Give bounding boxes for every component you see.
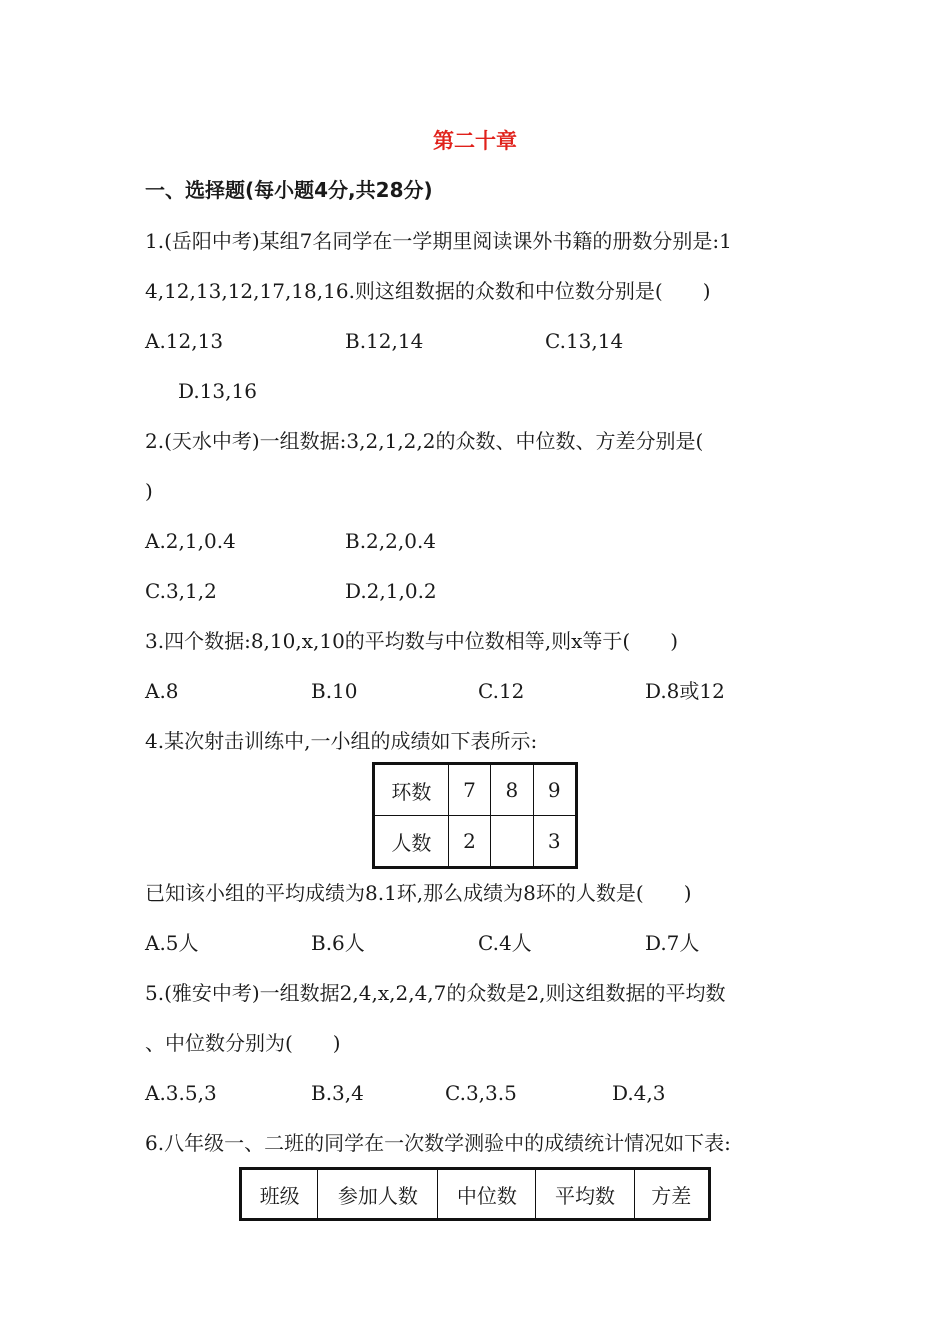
question-5-text-line2: 、中位数分别为( ) <box>145 1031 341 1055</box>
question-1-option-c: C.13,14 <box>545 329 624 353</box>
table-row <box>374 816 577 868</box>
question-1-text-line1: 1.(岳阳中考)某组7名同学在一学期里阅读课外书籍的册数分别是:1 <box>145 229 732 253</box>
question-6-text: 6.八年级一、二班的同学在一次数学测验中的成绩统计情况如下表: <box>145 1131 731 1155</box>
table-header-cell: 方差 <box>634 1169 709 1220</box>
question-1-option-d: D.13,16 <box>178 379 257 403</box>
table-header-cell: 中位数 <box>438 1169 536 1220</box>
question-1-text-line2: 4,12,13,12,17,18,16.则这组数据的众数和中位数分别是( ) <box>145 279 711 303</box>
question-5-text-line1: 5.(雅安中考)一组数据2,4,x,2,4,7的众数是2,则这组数据的平均数 <box>145 981 726 1005</box>
table-cell: 7 <box>448 764 490 816</box>
question-5-option-b: B.3,4 <box>311 1081 364 1105</box>
table-cell: 环数 <box>374 764 449 816</box>
question-4-option-b: B.6人 <box>311 931 365 955</box>
question-2-text-line1: 2.(天水中考)一组数据:3,2,1,2,2的众数、中位数、方差分别是( <box>145 429 704 453</box>
question-2-text-line2: ) <box>145 479 153 503</box>
table-cell: 人数 <box>374 816 449 868</box>
table-header-cell: 班级 <box>241 1169 318 1220</box>
table-cell: 2 <box>448 816 490 868</box>
question-5-option-c: C.3,3.5 <box>445 1081 517 1105</box>
chapter-title: 第二十章 <box>433 129 517 153</box>
question-3-option-d: D.8或12 <box>645 679 725 703</box>
question-4-text: 4.某次射击训练中,一小组的成绩如下表所示: <box>145 729 538 753</box>
table-header-cell: 参加人数 <box>318 1169 438 1220</box>
question-5-option-a: A.3.5,3 <box>145 1081 217 1105</box>
question-1-option-b: B.12,14 <box>345 329 424 353</box>
question-2-option-d: D.2,1,0.2 <box>345 579 437 603</box>
class-stats-table <box>239 1167 711 1221</box>
question-4-option-c: C.4人 <box>478 931 532 955</box>
question-2-option-b: B.2,2,0.4 <box>345 529 437 553</box>
section-heading: 一、选择题(每小题4分,共28分) <box>145 178 433 202</box>
table-cell <box>491 816 533 868</box>
table-cell: 3 <box>533 816 576 868</box>
question-4-followup: 已知该小组的平均成绩为8.1环,那么成绩为8环的人数是( ) <box>145 881 692 905</box>
table-header-cell: 平均数 <box>536 1169 634 1220</box>
table-row <box>374 764 577 816</box>
question-2-option-c: C.3,1,2 <box>145 579 217 603</box>
question-4-option-d: D.7人 <box>645 931 700 955</box>
table-row <box>241 1169 710 1220</box>
question-3-option-b: B.10 <box>311 679 358 703</box>
question-2-option-a: A.2,1,0.4 <box>145 529 236 553</box>
question-1-option-a: A.12,13 <box>145 329 224 353</box>
table-cell: 8 <box>491 764 533 816</box>
table-cell: 9 <box>533 764 576 816</box>
shooting-score-table <box>372 762 578 869</box>
question-5-option-d: D.4,3 <box>612 1081 666 1105</box>
question-3-option-c: C.12 <box>478 679 525 703</box>
question-4-option-a: A.5人 <box>145 931 199 955</box>
question-3-text: 3.四个数据:8,10,x,10的平均数与中位数相等,则x等于( ) <box>145 629 679 653</box>
question-3-option-a: A.8 <box>145 679 179 703</box>
